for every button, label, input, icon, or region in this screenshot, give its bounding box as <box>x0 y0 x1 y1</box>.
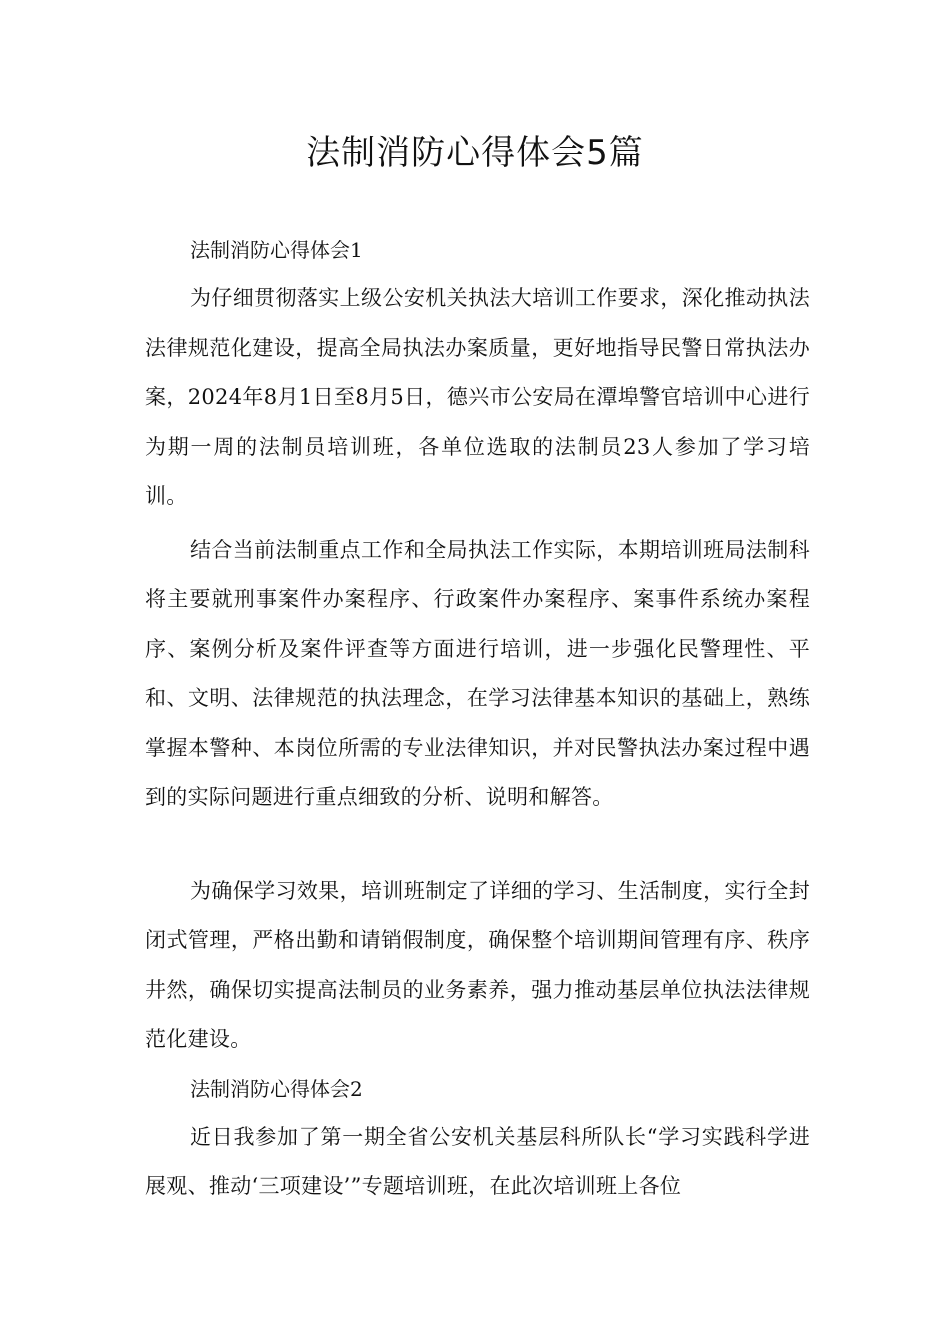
document-body <box>145 230 810 1216</box>
paragraph: 结合当前法制重点工作和全局执法工作实际，本期培训班局法制科将主要就刑事案件办案程序、行政案件办案程序、案事件系统办案程序、案例分析及案件评查等方面进行培训，进一步强化民警理性、平和、文明、法律规范的执法理念，在学习法律基本知识的基础上，熟练掌握本警种、本岗位所需的专业法律知识，并对民警执法办案过程中遇到的实际问题进行重点细致的分析、说明和解答。 <box>145 537 810 809</box>
paragraph-gap <box>145 827 810 867</box>
document-title: 法制消防心得体会5篇 <box>306 133 644 173</box>
paragraph: 为确保学习效果，培训班制定了详细的学习、生活制度，实行全封闭式管理，严格出勤和请销假制度，确保整个培训期间管理有序、秩序井然，确保切实提高法制员的业务素养，强力推动基层单位执法法律规范化建设。 <box>145 878 810 1051</box>
section-heading: 法制消防心得体会1 <box>190 238 363 262</box>
section-heading: 法制消防心得体会2 <box>190 1076 363 1101</box>
paragraph: 近日我参加了第一期全省公安机关基层科所队长“学习实践科学进展观、推动‘三项建设’”专题培训班，在此次培训班上各位 <box>145 1124 810 1198</box>
paragraph: 为仔细贯彻落实上级公安机关执法大培训工作要求，深化推动执法法律规范化建设，提高全局执法办案质量，更好地指导民警日常执法办案，2024年8月1日至8月5日，德兴市公安局在潭埠警官培训中心进行为期一周的法制员培训班，各单位选取的法制员23人参加了学习培训。 <box>145 286 810 508</box>
